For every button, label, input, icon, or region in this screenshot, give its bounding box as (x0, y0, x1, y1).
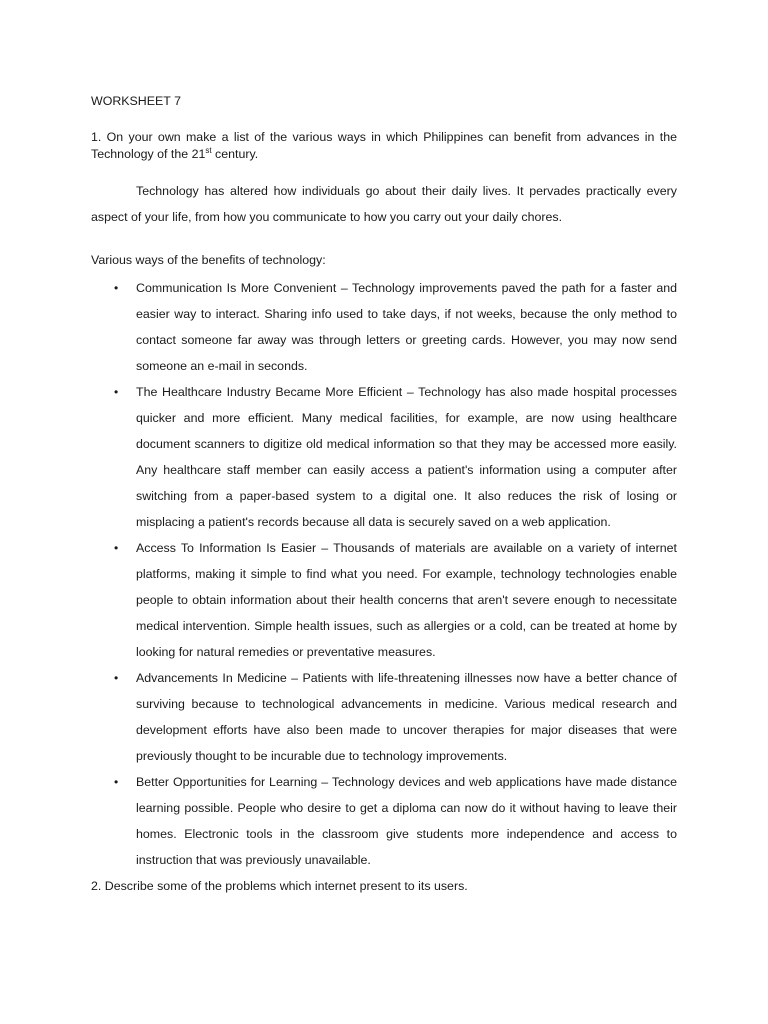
bullet-icon: • (114, 775, 119, 789)
bullet-icon: • (114, 281, 119, 295)
worksheet-title: WORKSHEET 7 (91, 94, 181, 108)
benefit-text: The Healthcare Industry Became More Efficient – Technology has also made hospital processes quicker and more efficient. Many medical facilities, for example, are now using healthcare document scanners to digitize old medical information so that they may be accessed more easily. Any healthcare staff member can easily access a patient's information using a computer after switching from a paper-based system to a digital one. It also reduces the risk of losing or misplacing a patient's records because all data is securely saved on a web application. (136, 385, 677, 529)
benefit-item (91, 379, 677, 535)
benefit-item (91, 275, 677, 379)
bullet-icon: • (114, 541, 119, 555)
benefit-text: Communication Is More Convenient – Technology improvements paved the path for a faster and easier way to interact. Sharing info used to take days, if not weeks, because the only method to contact someone far away was through letters or greeting cards. However, you may now send someone an e-mail in seconds. (136, 281, 677, 373)
bullet-icon: • (114, 385, 119, 399)
benefit-text: Advancements In Medicine – Patients with life-threatening illnesses now have a better chance of surviving because to technological advancements in medicine. Various medical research and development efforts have also been made to uncover therapies for major diseases that were previously thought to be incurable due to technology improvements. (136, 671, 677, 763)
benefit-item (91, 535, 677, 665)
question-1-text: 1. On your own make a list of the various ways in which Philippines can benefit from advances in the Technology of the 21 (91, 130, 677, 161)
bullet-icon: • (114, 671, 119, 685)
benefit-text: Better Opportunities for Learning – Technology devices and web applications have made distance learning possible. People who desire to get a diploma can now do it without having to leave their homes. Electronic tools in the classroom give students more independence and access to instruction that was previously unavailable. (136, 775, 677, 867)
benefits-list (91, 275, 677, 873)
intro-paragraph: Technology has altered how individuals go about their daily lives. It pervades practically every aspect of your life, from how you communicate to how you carry out your daily chores. (91, 184, 677, 224)
benefit-item (91, 769, 677, 873)
question-1-text-end: century. (211, 147, 259, 161)
benefits-list-title: Various ways of the benefits of technology: (91, 253, 326, 267)
question-2: 2. Describe some of the problems which internet present to its users. (91, 879, 468, 893)
benefit-item (91, 665, 677, 769)
worksheet-page (91, 92, 677, 899)
question-1 (91, 129, 677, 163)
benefit-text: Access To Information Is Easier – Thousands of materials are available on a variety of internet platforms, making it simple to find what you need. For example, technology technologies enable people to obtain information about their health concerns that aren't severe enough to necessitate medical intervention. Simple health issues, such as allergies or a cold, can be treated at home by looking for natural remedies or preventative measures. (136, 541, 677, 659)
ordinal-suffix: st (205, 146, 212, 155)
